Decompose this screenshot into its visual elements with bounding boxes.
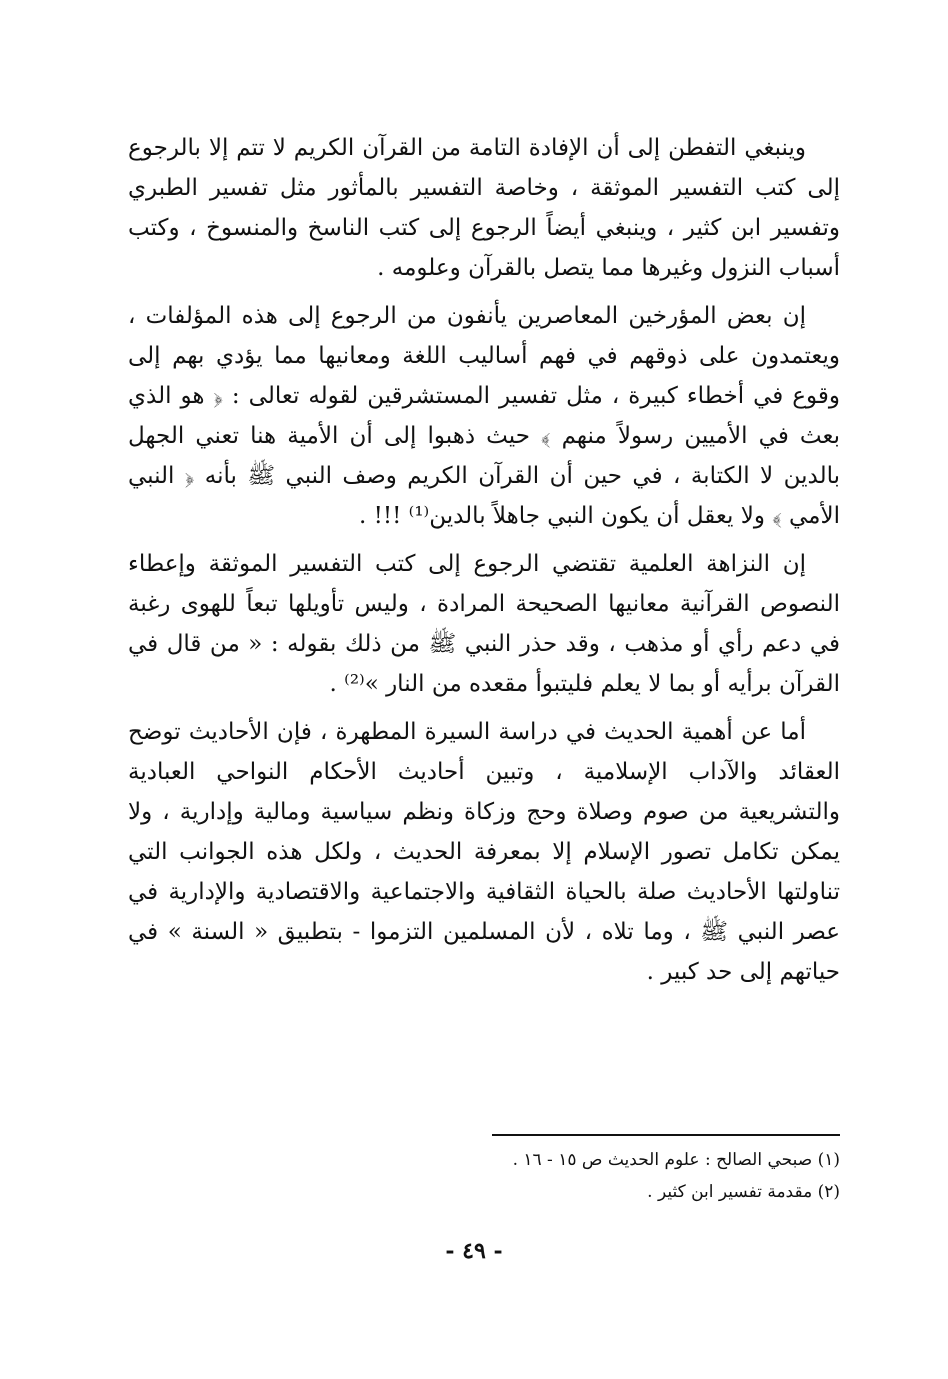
footnotes-section: [128, 1134, 840, 1208]
footnote-1: (١) صبحي الصالح : علوم الحديث ص ١٥ - ١٦ .: [512, 1150, 840, 1170]
paragraph-1: وينبغي التفطن إلى أن الإفادة التامة من القرآن الكريم لا تتم إلا بالرجوع إلى كتب التفسير الموثقة ، وخاصة التفسير بالمأثور مثل تفسير الطبري وتفسير ابن كثير ، وينبغي أيضاً الرجوع إلى كتب الناسخ والمنسوخ ، وكتب أسباب النزول وغيرها مما يتصل بالقرآن وعلومه .: [128, 135, 840, 281]
paragraph-3: إن النزاهة العلمية تقتضي الرجوع إلى كتب التفسير الموثقة وإعطاء النصوص القرآنية معانيها الصحيحة المرادة ، وليس تأويلها تبعاً للهوى رغبة في دعم رأي أو مذهب ، وقد حذر النبي ﷺ من ذلك بقوله : « من قال في القرآن برأيه أو بما لا يعلم فليتبوأ مقعده من النار »⁽²⁾ .: [128, 551, 840, 697]
footnote-2: (٢) مقدمة تفسير ابن كثير .: [647, 1182, 840, 1202]
footnote-divider: [492, 1134, 840, 1136]
main-text: [128, 128, 840, 1000]
paragraph-2: إن بعض المؤرخين المعاصرين يأنفون من الرجوع إلى هذه المؤلفات ، ويعتمدون على ذوقهم في فهم أساليب اللغة ومعانيها مما يؤدي بهم إلى وقوع في أخطاء كبيرة ، مثل تفسير المستشرقين لقوله تعالى : ﴿ هو الذي بعث في الأميين رسولاً منهم ﴾ حيث ذهبوا إلى أن الأمية هنا تعني الجهل بالدين لا الكتابة ، في حين أن القرآن الكريم وصف النبي ﷺ بأنه ﴿ النبي الأمي ﴾ ولا يعقل أن يكون النبي جاهلاً بالدين⁽¹⁾ !!! .: [128, 303, 840, 529]
paragraph-4: أما عن أهمية الحديث في دراسة السيرة المطهرة ، فإن الأحاديث توضح العقائد والآداب الإسلامية ، وتبين أحاديث الأحكام النواحي العبادية والتشريعية من صوم وصلاة وحج وزكاة ونظم سياسية ومالية وإدارية ، ولا يمكن تكامل تصور الإسلام إلا بمعرفة الحديث ، ولكل هذه الجوانب التي تناولتها الأحاديث صلة بالحياة الثقافية والاجتماعية والاقتصادية والإدارية في عصر النبي ﷺ ، وما تلاه ، لأن المسلمين التزموا - بتطبيق « السنة » في حياتهم إلى حد كبير .: [128, 719, 840, 985]
page-number: - ٤٩ -: [445, 1238, 503, 1264]
